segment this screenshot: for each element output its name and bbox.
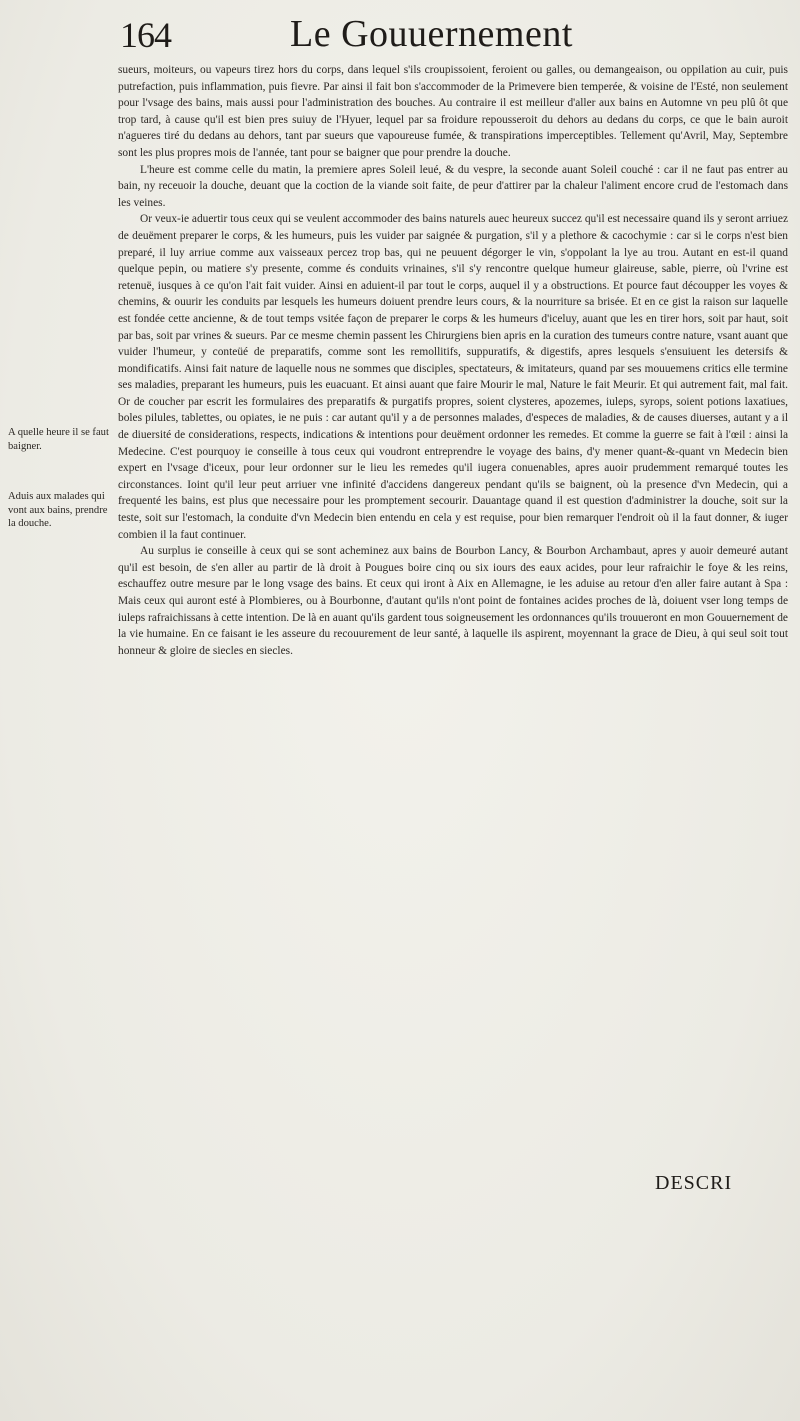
- margin-note-advice-patients: Aduis aux malades qui vont aux bains, prendre la douche.: [8, 491, 108, 530]
- body-text: [118, 62, 788, 659]
- paragraph: sueurs, moiteurs, ou vapeurs tirez hors du corps, dans lequel s'ils croupissoient, feroient ou galles, ou demangeaison, ou oppilation au cuir, puis putrefaction, puis inflammation, puis fievre. Par ainsi il fait bon s'accommoder de la Primevere bien temperée, & voisine de l'Esté, non seulement pour l'vsage des bains, mais aussi pour l'administration des bouches. Au contraire il est meilleur d'aller aux bains en Automne vn peu plû ôt que trop tard, à cause qu'il est bien pres suiuy de l'Hyuer, lequel par sa froidure repousseroit du dehors au dedans du corps, ce que le bain auroit n'agueres tiré du dedans au dehors, tant par sueurs que vapoureuse fumée, & transpirations imperceptibles. Tellement qu'Avril, May, Septembre sont les plus propres mois de l'année, tant pour se baigner que pour prendre la douche.: [118, 64, 788, 159]
- paragraph: Or veux-ie aduertir tous ceux qui se veulent accommoder des bains naturels auec heureux succez qu'il est necessaire quand ils y seront arriuez de deuëment preparer le corps, & les humeurs, puis les vuider par saignée & purgation, s'il y a plethore & cacochymie : car si le corps n'est bien preparé, il luy arriue comme aux vaisseaux percez trop bas, qui ne peuuent dégorger le vin, s'oppolant la lye au trou. Autant en est-il quand quelque pepin, ou matiere s'y presente, comme és conduits vrinaines, s'il s'y rencontre quelque humeur glaireuse, sable, pierre, où l'vrine est retenuë, iusques à ce qu'on l'ait fait vuider. Ainsi en aduient-il par tout le corps, auquel il y a obstructions. Et pource faut découpper les voyes & chemins, & ouurir les conduits par lesquels les humeurs doiuent prendre leurs cours, & la nourriture sa brisée. Et en ce gist la raison sur laquelle est fondée cette ancienne, & de tout temps vsitée façon de preparer le corps & les humeurs d'iceluy, auant que les en tirer hors, soit par haut, soit par bas, soit par vrines & sueurs. Par ce mesme chemin passent les Chirurgiens bien apris en la curation des tumeurs contre nature, vsant auant que vuider l'humeur, y conteüé de preparatifs, comme sont les remollitifs, suppuratifs, & digestifs, apres lesquels s'ensuiuent les detersifs & mondificatifs. Ainsi fait nature de laquelle nous ne sommes que disciples, spectateurs, & imitateurs, quand par ses mouuemens critics elle termine ses maladies, preparant les humeurs, puis les euacuant. Et ainsi auant que faire Mourir le mal, Nature le fait Meurir. Et qui autrement fait, mal fait. Or de coucher par escrit les formulaires des preparatifs & purgatifs propres, soient clysteres, apozemes, iuleps, syrops, soient potions laxatiues, boles pilules, tablettes, ou opiates, ie ne puis : car autant qu'il y a de personnes malades, d'especes de maladies, & de causes diuerses, autant y a il de diuersité de considerations, respects, indications & intentions pour deuëment ordonner les remedes. Et comme la guerre se fait à l'œil : ainsi la Medecine. C'est pourquoy ie conseille à tous ceux qui voudront entreprendre le voyage des bains, d'y mener quant-&-quant vn Medecin bien expert en l'vsage d'iceux, pour leur ordonner sur le lieu les remedes qu'il iugera conuenables, apres auoir prudemment remarqué toutes les circonstances. Ioint qu'il leur peut arriuer vne infinité d'accidens dangereux pendant qu'ils se baignent, où la presence d'vn Medecin, qui a frequenté les bains, est plus que necessaire pour les promptement secourir. Dauantage quand il est question d'administrer la douche, soit sur la teste, soit sur l'estomach, la conduite d'vn Medecin bien entendu en cela y est requise, pour bien remarquer l'endroit où il la faut donner, & iuger combien il la faut continuer.: [118, 213, 788, 541]
- running-head: Le Gouuernement: [290, 13, 573, 55]
- margin-note-bath-hour: A quelle heure il se faut baigner.: [8, 427, 109, 452]
- page-number: 164: [120, 15, 171, 55]
- paragraph: L'heure est comme celle du matin, la premiere apres Soleil leué, & du vespre, la seconde auant Soleil couché : car il ne faut pas entrer au bain, ny receuoir la douche, deuant que la coction de la viande soit faite, de peur d'attirer par la chaleur l'aliment encore crud de l'estomach dans les veines.: [118, 163, 788, 209]
- paragraph: Au surplus ie conseille à ceux qui se sont acheminez aux bains de Bourbon Lancy, & Bourbon Archambaut, apres y auoir demeuré autant qu'il est besoin, de s'en aller au partir de là droit à Pougues boire cinq ou six iours des eaux acides, pour leur rafraichir le foye & les reins, eschauffez outre mesure par le long vsage des bains. Et ceux qui iront à Aix en Allemagne, ie les aduise au retour d'en aller faire autant à Spa : Mais ceux qui auront esté à Plombieres, ou à Bourbonne, d'autant qu'ils n'ont point de fontaines acides proches de là, doiuent vser long temps de iuleps rafraichissans à cette intention. De là en auant qu'ils gardent tous soigneusement les ordonnances qu'ils trouueront en mon Gouuernement de la vie humaine. En ce faisant ie les asseure du recouurement de leur santé, à laquelle ils aspirent, moyennant la grace de Dieu, à qui seul soit tout honneur & gloire de siecles en siecles.: [118, 545, 788, 657]
- catchword: DESCRI: [655, 1172, 733, 1194]
- page-header: [120, 10, 780, 66]
